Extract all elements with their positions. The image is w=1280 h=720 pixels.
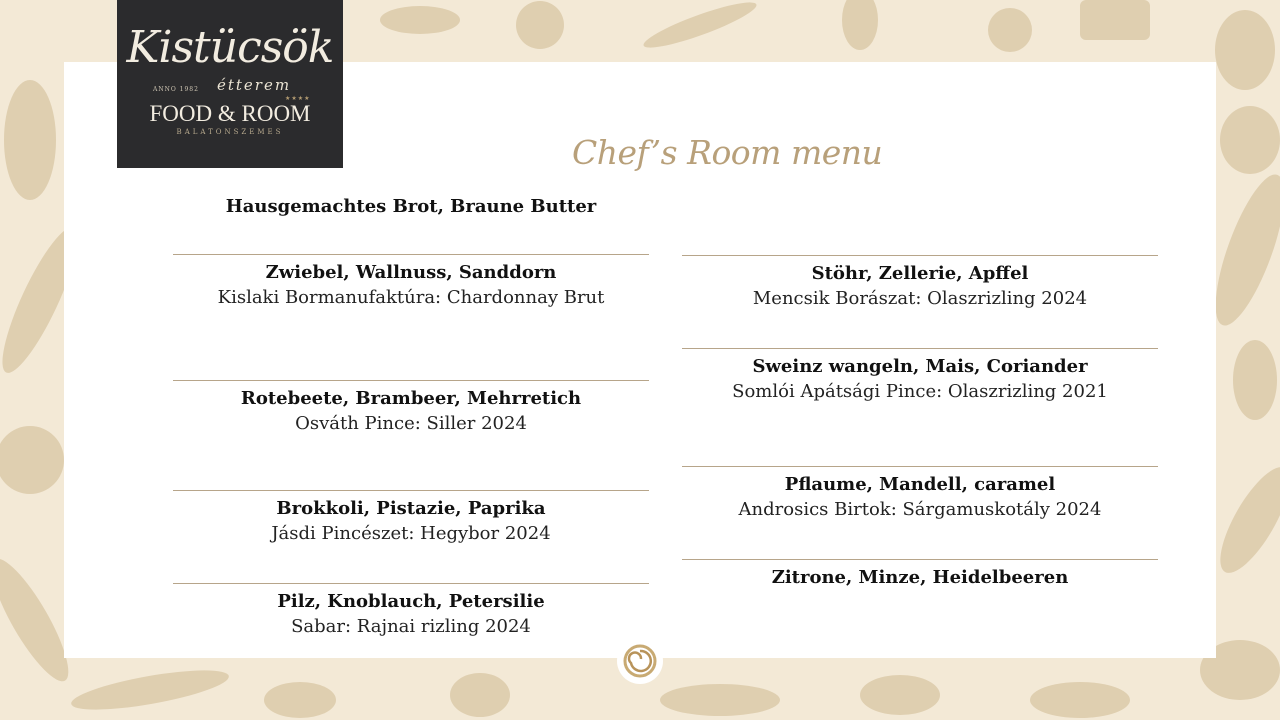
divider <box>173 380 649 381</box>
course-item <box>173 496 649 546</box>
swirl-emblem-icon <box>617 638 663 684</box>
logo-location: BALATONSZEMES <box>176 128 284 136</box>
course-dish: Stöhr, Zellerie, Apffel <box>811 263 1029 284</box>
divider <box>173 254 649 255</box>
logo-anno: ANNO 1982 <box>153 86 199 93</box>
divider <box>173 490 649 491</box>
restaurant-logo <box>117 0 343 168</box>
divider <box>682 559 1158 560</box>
logo-subtitle: étterem <box>217 76 292 94</box>
course-dish: Pilz, Knoblauch, Petersilie <box>277 591 545 612</box>
course-dish: Rotebeete, Brambeer, Mehrretich <box>240 388 582 409</box>
course-dish: Brokkoli, Pistazie, Paprika <box>276 498 546 519</box>
logo-food-room: FOOD & ROOM <box>149 101 311 126</box>
course-item <box>173 589 649 639</box>
course-item <box>682 354 1158 404</box>
course-wine: Sabar: Rajnai rizling 2024 <box>291 616 531 637</box>
course-wine: Mencsik Borászat: Olaszrizling 2024 <box>752 288 1088 309</box>
course-wine: Androsics Birtok: Sárgamuskotály 2024 <box>738 499 1102 520</box>
course-dish: Zitrone, Minze, Heidelbeeren <box>771 567 1069 588</box>
course-wine: Kislaki Bormanufaktúra: Chardonnay Brut <box>217 287 605 308</box>
logo-script-name: Kistücsök <box>126 22 334 73</box>
course-dish: Sweinz wangeln, Mais, Coriander <box>752 356 1088 377</box>
course-item <box>682 472 1158 522</box>
intro-course: Hausgemachtes Brot, Braune Butter <box>225 196 597 217</box>
menu-title: Chef’s Room menu <box>572 133 883 172</box>
course-item <box>682 261 1158 311</box>
course-item <box>682 565 1158 590</box>
divider <box>682 348 1158 349</box>
course-wine: Osváth Pince: Siller 2024 <box>295 413 527 434</box>
course-item <box>173 260 649 310</box>
course-wine: Somlói Apátsági Pince: Olaszrizling 2021 <box>732 381 1108 402</box>
logo-stars: ★★★★ <box>285 95 311 102</box>
course-dish: Pflaume, Mandell, caramel <box>784 474 1056 495</box>
divider <box>682 255 1158 256</box>
divider <box>682 466 1158 467</box>
divider <box>173 583 649 584</box>
course-item <box>173 386 649 436</box>
course-wine: Jásdi Pincészet: Hegybor 2024 <box>271 523 551 544</box>
course-dish: Zwiebel, Wallnuss, Sanddorn <box>265 262 557 283</box>
